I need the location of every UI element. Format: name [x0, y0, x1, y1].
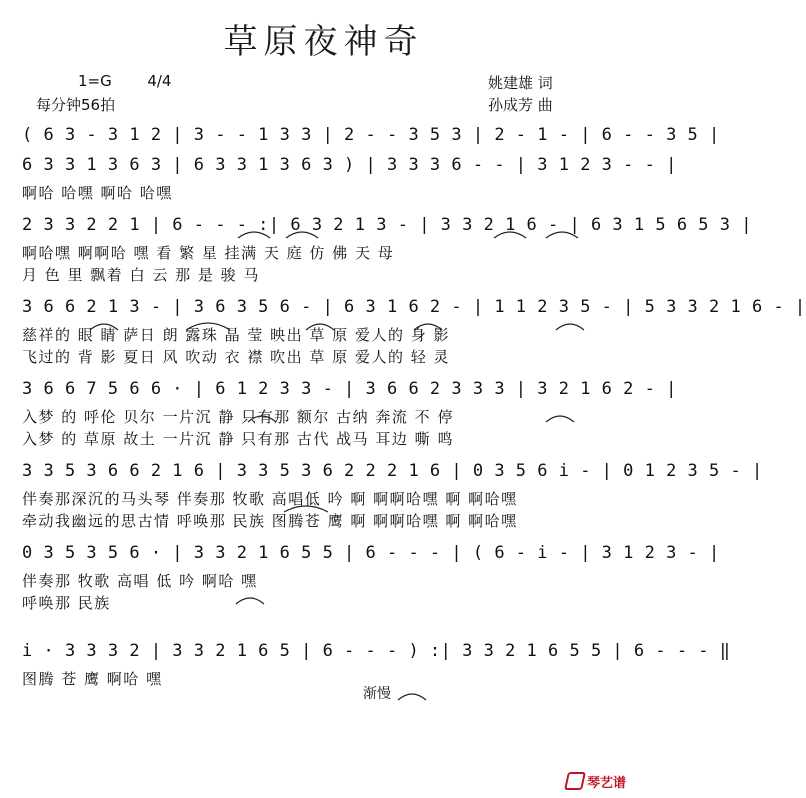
song-title: 草原夜神奇: [223, 22, 424, 62]
lyric-line: 伴奏那深沉的马头琴 伴奏那 牧歌 高唱低 吟 啊 啊啊哈嘿 啊 啊哈嘿: [22, 490, 518, 508]
notation-line: ( 6 3 - 3 1 2 | 3 - - 1 3 3 | 2 - - 3 5 3 | 2 - 1 - | 6 - - 3 5 |: [22, 125, 720, 145]
lyric-line: 牵动我幽远的思古情 呼唤那 民族 图腾苍 鹰 啊 啊啊哈嘿 啊 啊哈嘿: [22, 512, 518, 530]
tempo-marking: 每分钟56拍: [36, 96, 116, 114]
lyric-line: 啊哈嘿 啊啊哈 嘿 看 繁 星 挂满 天 庭 仿 佛 天 母: [22, 244, 395, 262]
notation-line: 6 3 3 1 3 6 3 | 6 3 3 1 3 6 3 ) | 3 3 3 6 - - | 3 1 2 3 - - |: [22, 155, 677, 175]
tempo-change-marking: 渐慢: [363, 686, 391, 702]
lyric-line: 呼唤那 民族: [22, 594, 111, 612]
notation-line: 2 3 3 2 2 1 | 6 - - - :| 6 3 2 1 3 - | 3 3 2 1 6 - | 6 3 1 5 6 5 3 |: [22, 215, 752, 235]
notation-line: i · 3 3 3 2 | 3 3 2 1 6 5 | 6 - - - ) :| 3 3 2 1 6 5 5 | 6 - - - ‖: [22, 641, 731, 661]
key-signature: [78, 72, 171, 90]
notation-line: 3 6 6 7 5 6 6 · | 6 1 2 3 3 - | 3 6 6 2 3 3 3 | 3 2 1 6 2 - |: [22, 379, 677, 399]
time-signature: 4/4: [147, 72, 172, 90]
lyric-line: 入梦 的 草原 故土 一片沉 静 只有那 古代 战马 耳边 嘶 鸣: [22, 430, 454, 448]
composer-credit: 孙成芳 曲: [488, 96, 553, 114]
lyric-line: 图腾 苍 鹰 啊哈 嘿: [22, 670, 163, 688]
key-label: 1=G: [78, 72, 112, 90]
lyric-line: 伴奏那 牧歌 高唱 低 吟 啊哈 嘿: [22, 572, 258, 590]
lyric-line: 慈祥的 眼 睛 萨日 朗 露珠 晶 莹 映出 草 原 爱人的 身 影: [22, 326, 450, 344]
lyricist-credit: 姚建雄 词: [488, 74, 553, 92]
lyric-line: 飞过的 背 影 夏日 风 吹动 衣 襟 吹出 草 原 爱人的 轻 灵: [22, 348, 450, 366]
notation-line: 0 3 5 3 5 6 · | 3 3 2 1 6 5 5 | 6 - - - | ( 6 - i - | 3 1 2 3 - |: [22, 543, 720, 563]
slur: [398, 694, 426, 700]
logo-icon: [564, 772, 586, 790]
notation-line: 3 3 5 3 6 6 2 1 6 | 3 3 5 3 6 2 2 2 1 6 | 0 3 5 6 i - | 0 1 2 3 5 - |: [22, 461, 763, 481]
watermark-text: 琴艺谱: [587, 776, 627, 791]
lyric-line: 月 色 里 飘着 白 云 那 是 骏 马: [22, 266, 260, 284]
lyric-line: 啊哈 哈嘿 啊哈 哈嘿: [22, 184, 173, 202]
lyric-line: 入梦 的 呼伦 贝尔 一片沉 静 只有那 额尔 古纳 奔流 不 停: [22, 408, 454, 426]
watermark-logo: [566, 772, 626, 791]
notation-line: 3 6 6 2 1 3 - | 3 6 3 5 6 - | 6 3 1 6 2 - | 1 1 2 3 5 - | 5 3 3 2 1 6 - |: [22, 297, 806, 317]
